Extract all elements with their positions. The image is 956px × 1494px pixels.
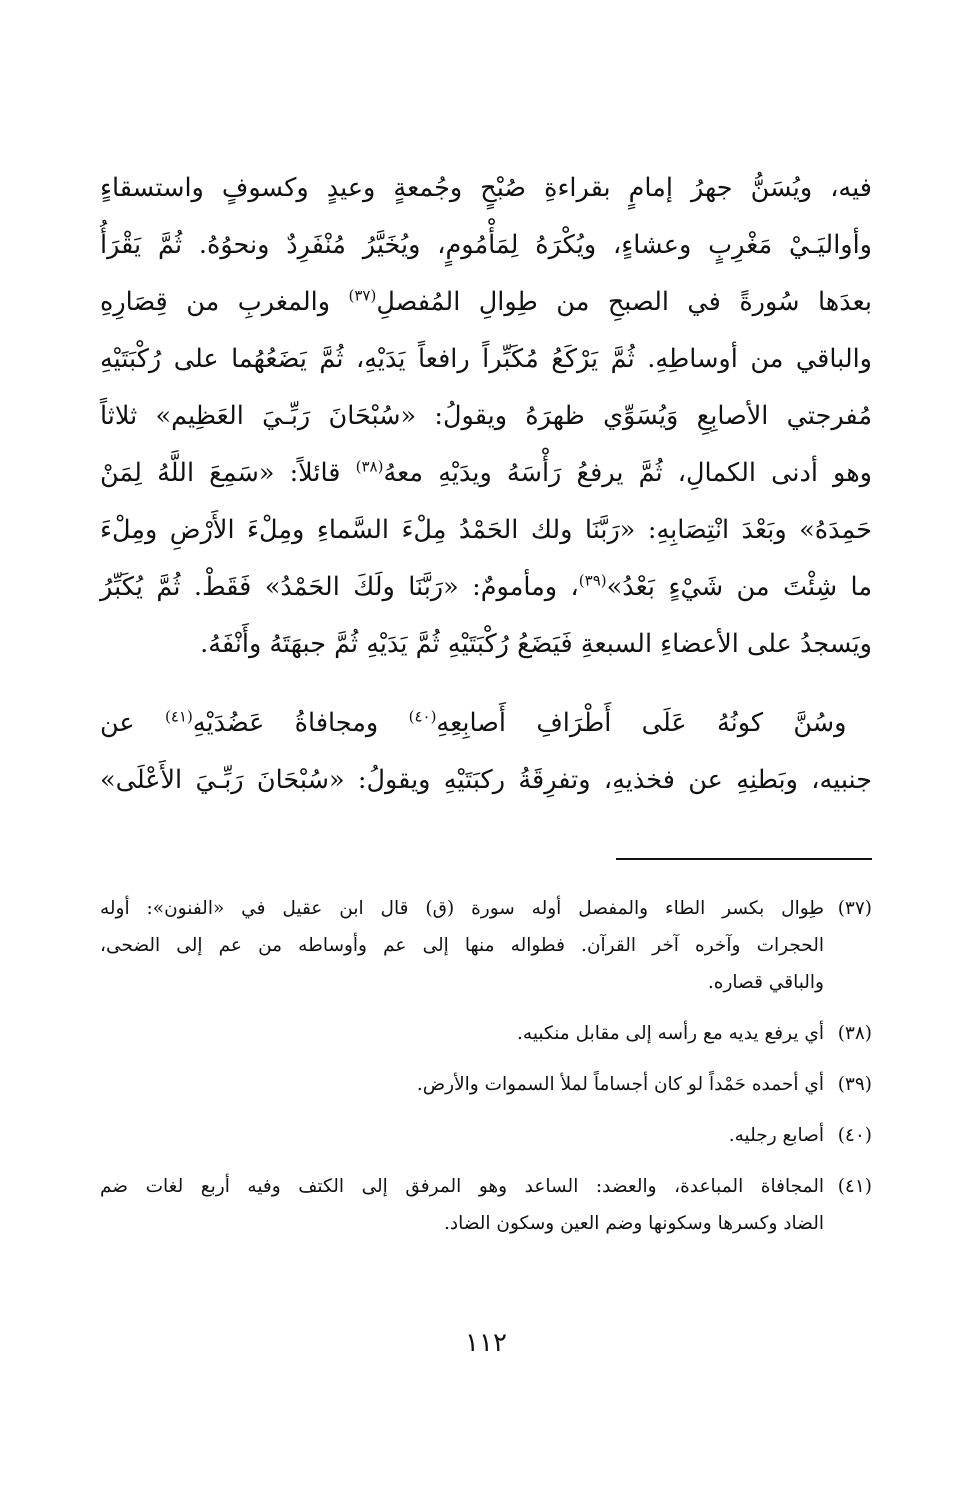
footnote-line: أصابع رجليه. xyxy=(728,1125,824,1146)
text-segment: وسُنَّ كونُهُ عَلَى أَطْرَافِ أَصابِعِهِ xyxy=(436,708,847,738)
text-line: مُفرجتي الأصابِعِ وَيُسَوِّي ظهرَهُ ويقولُ: «سُبْحَانَ رَبِّـيَ العَظِيم» ثلاثاً xyxy=(100,401,872,431)
footnote-40 xyxy=(100,1117,872,1154)
footnote-number: (٣٨) xyxy=(837,1023,872,1044)
footnote-number: (٣٧) xyxy=(837,898,872,919)
text-line: جنبيه، وبَطنِهِ عن فخذيهِ، وتفرِقَةُ ركبَتَيْهِ ويقولُ: «سُبْحَانَ رَبِّـيَ الأَعْلَى» xyxy=(100,765,872,795)
text-line: ويَسجدُ على الأعضاءِ السبعةِ فَيَضَعُ رُكْبَتَيْهِ ثُمَّ يَدَيْهِ ثُمَّ جبهَتَهُ وأَنْفَهُ. xyxy=(200,629,872,659)
footnote-ref-40[interactable]: (٤٠) xyxy=(408,707,437,726)
footnote-text xyxy=(100,1117,824,1154)
footnote-line: طِوال بكسر الطاء والمفصل أوله سورة (ق) قال ابن عقيل في «الفنون»: أوله xyxy=(100,898,824,919)
footnotes-section xyxy=(100,890,872,1256)
footnote-37 xyxy=(100,890,872,1001)
text-line xyxy=(100,559,872,616)
main-paragraph-2 xyxy=(100,695,872,809)
footnote-38 xyxy=(100,1015,872,1052)
footnote-text xyxy=(100,890,824,1001)
page-number: ١١٢ xyxy=(465,1328,507,1358)
footnote-41 xyxy=(100,1168,872,1242)
text-segment: بعدَها سُورةً في الصبحِ من طِوالِ المُفصلِ xyxy=(376,287,872,317)
footnote-ref-39[interactable]: (٣٩) xyxy=(578,571,607,590)
footnote-number: (٤١) xyxy=(837,1176,872,1197)
footnote-number: (٤٠) xyxy=(837,1125,872,1146)
text-segment: ، ومأمومٌ: «رَبَّنَا ولَكَ الحَمْدُ» فَقَطْ. ثُمَّ يُكَبِّرُ xyxy=(100,572,579,602)
footnote-text xyxy=(100,1066,824,1103)
footnote-line: أي أحمده حَمْداً لو كان أجساماً لملأ السموات والأرض. xyxy=(416,1074,824,1095)
footnote-line: والباقي قصاره. xyxy=(707,972,824,993)
text-line xyxy=(100,445,872,502)
footnote-number: (٣٩) xyxy=(837,1074,872,1095)
footnote-divider xyxy=(616,858,872,860)
text-line: فيه، ويُسَنُّ جهرُ إمامٍ بقراءةِ صُبْحٍ وجُمعةٍ وعيدٍ وكسوفٍ واستسقاءٍ xyxy=(100,173,872,203)
footnote-text xyxy=(100,1168,824,1242)
text-line xyxy=(100,695,872,752)
footnote-39 xyxy=(100,1066,872,1103)
text-segment: وهو أدنى الكمالِ، ثُمَّ يرفعُ رَأْسَهُ ويدَيْهِ معهُ xyxy=(383,458,872,488)
footnote-ref-41[interactable]: (٤١) xyxy=(165,707,193,726)
text-segment: قائلاً: «سَمِعَ اللَّهُ لِمَنْ xyxy=(100,458,341,488)
footnote-ref-38[interactable]: (٣٨) xyxy=(355,457,384,476)
footnote-line: أي يرفع يديه مع رأسه إلى مقابل منكبيه. xyxy=(517,1023,824,1044)
text-segment: عن xyxy=(100,708,135,738)
text-segment: ما شِئْتَ من شَيْءٍ بَعْدُ» xyxy=(606,572,872,602)
footnote-line: المجافاة المباعدة، والعضد: الساعد وهو المرفق إلى الكتف وفيه أربع لغات ضم xyxy=(100,1176,824,1197)
footnote-line: الضاد وكسرها وسكونها وضم العين وسكون الضاد. xyxy=(443,1213,824,1234)
text-segment: والمغربِ من قِصَارِهِ xyxy=(100,287,331,317)
text-line: حَمِدَهُ» وبَعْدَ انْتِصَابِهِ: «رَبَّنَا ولك الحَمْدُ مِلْءَ السَّماءِ ومِلْءَ الأَرْضِ ومِلْءَ xyxy=(100,515,872,545)
book-page xyxy=(100,160,872,1390)
text-line: وأواليَـيْ مَغْرِبٍ وعشاءٍ، ويُكْرَهُ لِمَأْمُومٍ، ويُخَيَّرُ مُنْفَرِدٌ ونحوُهُ. ثُمَّ يَقْرَأُ xyxy=(100,230,872,260)
text-line xyxy=(100,274,872,331)
main-paragraph-1 xyxy=(100,160,872,673)
footnote-line: الحجرات وآخره آخر القرآن. فطواله منها إلى عم وأوساطه من عم إلى الضحى، xyxy=(100,935,824,956)
footnote-ref-37[interactable]: (٣٧) xyxy=(348,286,377,305)
text-segment: ومجافاةُ عَضُدَيْهِ xyxy=(192,708,379,738)
text-line: والباقي من أوساطِهِ. ثُمَّ يَرْكَعُ مُكَبِّراً رافعاً يَدَيْهِ، ثُمَّ يَضَعُهُما على رُكْبَتَيْهِ xyxy=(100,344,872,374)
footnote-text xyxy=(100,1015,824,1052)
